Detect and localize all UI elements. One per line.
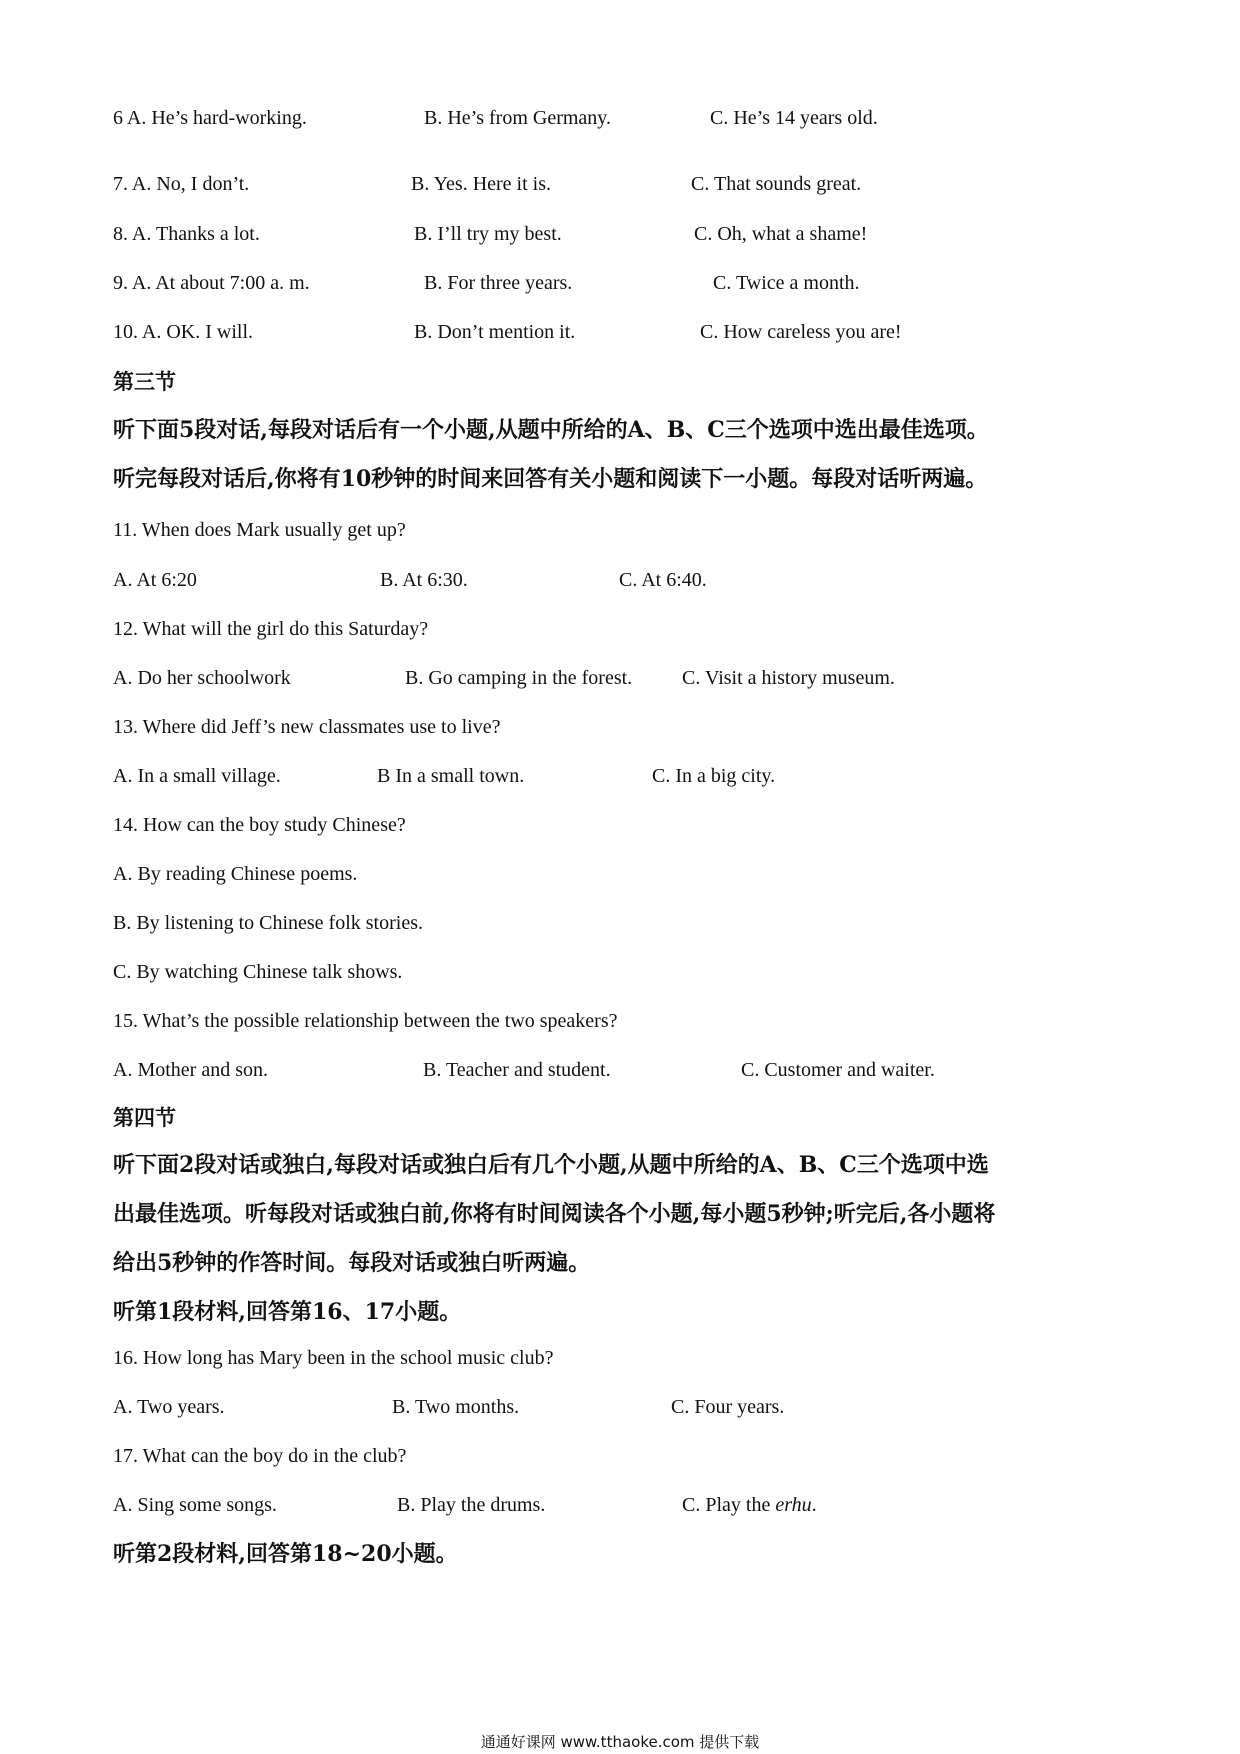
q17-option-a: A. Sing some songs.	[113, 1494, 277, 1516]
q10-option-b: B. Don’t mention it.	[414, 321, 576, 343]
q8-option-a: 8. A. Thanks a lot.	[113, 223, 260, 245]
q15-option-a: A. Mother and son.	[113, 1059, 268, 1081]
question-12: 12. What will the girl do this Saturday?	[113, 618, 429, 640]
q17-option-c-suffix: .	[811, 1494, 817, 1516]
question-11: 11. When does Mark usually get up?	[113, 519, 406, 541]
q8-option-c: C. Oh, what a shame!	[694, 223, 868, 245]
section-3-instruction-1: 听下面5段对话,每段对话后有一个小题,从题中所给的A、B、C三个选项中选出最佳选项。	[113, 417, 989, 443]
q15-option-b: B. Teacher and student.	[423, 1059, 611, 1081]
q10-option-a: 10. A. OK. I will.	[113, 321, 253, 343]
section-3-title: 第三节	[113, 369, 176, 394]
q15-option-c: C. Customer and waiter.	[741, 1059, 935, 1081]
q9-option-a: 9. A. At about 7:00 a. m.	[113, 272, 310, 294]
section-4-instruction-1: 听下面2段对话或独白,每段对话或独白后有几个小题,从题中所给的A、B、C三个选项中选	[113, 1152, 989, 1178]
q8-option-b: B. I’ll try my best.	[414, 223, 562, 245]
q14-option-b: B. By listening to Chinese folk stories.	[113, 912, 423, 934]
q13-option-a: A. In a small village.	[113, 765, 281, 787]
q6-option-a: 6 A. He’s hard-working.	[113, 107, 307, 129]
q14-option-c: C. By watching Chinese talk shows.	[113, 961, 403, 983]
q11-option-b: B. At 6:30.	[380, 569, 468, 591]
question-15: 15. What’s the possible relationship between the two speakers?	[113, 1010, 618, 1032]
q17-option-b: B. Play the drums.	[397, 1494, 546, 1516]
q6-option-b: B. He’s from Germany.	[424, 107, 611, 129]
q9-option-c: C. Twice a month.	[713, 272, 860, 294]
section-3-instruction-2: 听完每段对话后,你将有10秒钟的时间来回答有关小题和阅读下一小题。每段对话听两遍。	[113, 466, 988, 492]
section-4-instruction-2: 出最佳选项。听每段对话或独白前,你将有时间阅读各个小题,每小题5秒钟;听完后,各小题将	[113, 1201, 996, 1227]
q16-option-b: B. Two months.	[392, 1396, 520, 1418]
q11-option-a: A. At 6:20	[113, 569, 197, 591]
question-13: 13. Where did Jeff’s new classmates use to live?	[113, 716, 501, 738]
q17-option-c-italic: erhu	[775, 1494, 812, 1516]
page-footer: 通通好课网 www.tthaoke.com 提供下载	[480, 1733, 760, 1751]
question-17: 17. What can the boy do in the club?	[113, 1445, 407, 1467]
q7-option-a: 7. A. No, I don’t.	[113, 173, 250, 195]
q13-option-b: B In a small town.	[377, 765, 525, 787]
q16-option-c: C. Four years.	[671, 1396, 785, 1418]
q12-option-b: B. Go camping in the forest.	[405, 667, 633, 689]
q7-option-c: C. That sounds great.	[691, 173, 862, 195]
q6-option-c: C. He’s 14 years old.	[710, 107, 878, 129]
q17-option-c	[682, 1493, 817, 1517]
material-2-heading: 听第2段材料,回答第18~20小题。	[113, 1541, 458, 1567]
q12-option-a: A. Do her schoolwork	[113, 667, 291, 689]
q17-option-c-prefix: C. Play the	[682, 1494, 776, 1516]
section-4-instruction-3: 给出5秒钟的作答时间。每段对话或独白听两遍。	[113, 1250, 591, 1276]
q9-option-b: B. For three years.	[424, 272, 573, 294]
material-1-heading: 听第1段材料,回答第16、17小题。	[113, 1299, 462, 1325]
q11-option-c: C. At 6:40.	[619, 569, 707, 591]
q7-option-b: B. Yes. Here it is.	[411, 173, 552, 195]
question-16: 16. How long has Mary been in the school music club?	[113, 1347, 554, 1369]
q12-option-c: C. Visit a history museum.	[682, 667, 895, 689]
q13-option-c: C. In a big city.	[652, 765, 776, 787]
q14-option-a: A. By reading Chinese poems.	[113, 863, 358, 885]
q10-option-c: C. How careless you are!	[700, 321, 902, 343]
question-14: 14. How can the boy study Chinese?	[113, 814, 406, 836]
q16-option-a: A. Two years.	[113, 1396, 225, 1418]
section-4-title: 第四节	[113, 1105, 176, 1130]
